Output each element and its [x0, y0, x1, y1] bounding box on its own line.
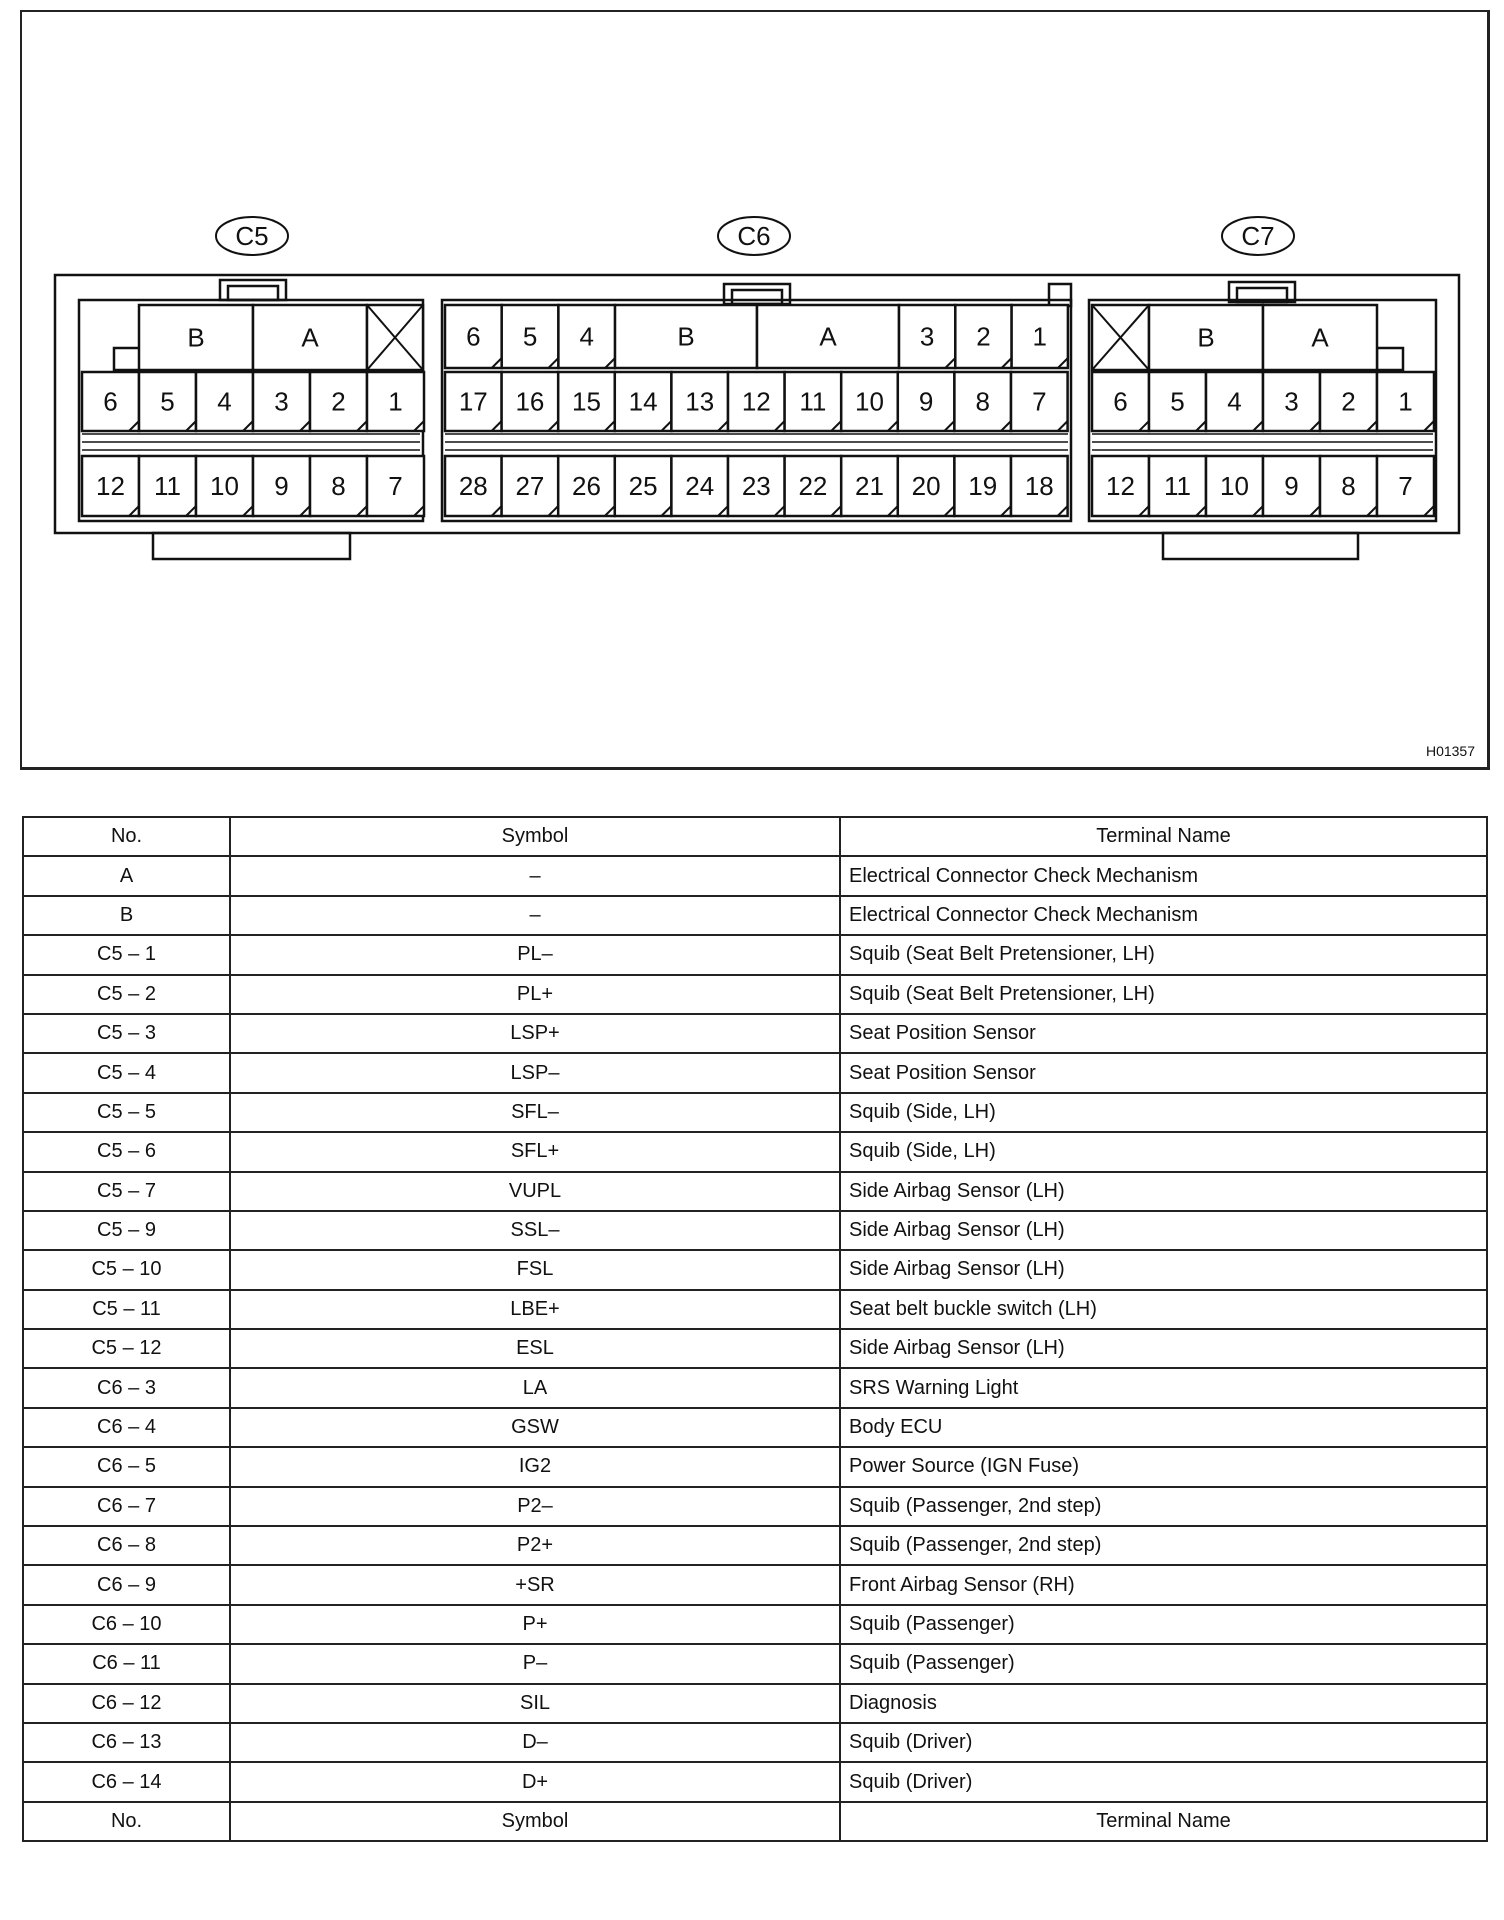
- cell-name: Seat Position Sensor: [840, 1053, 1487, 1092]
- cell-name: Diagnosis: [840, 1684, 1487, 1723]
- table-row: [23, 1684, 1487, 1723]
- cell-symbol: –: [230, 896, 840, 935]
- c7-pin-6-label: 6: [1113, 386, 1128, 417]
- table-row: [23, 975, 1487, 1014]
- cell-no: C6 – 13: [23, 1723, 230, 1762]
- table-row: [23, 1447, 1487, 1486]
- c7-check-b-label: B: [1197, 322, 1215, 353]
- c5-pin-12-label: 12: [96, 471, 125, 501]
- cell-symbol: PL–: [230, 935, 840, 974]
- cell-symbol: LA: [230, 1368, 840, 1407]
- c6-pin-23-label: 23: [741, 471, 771, 501]
- c6-upper-pin-3-label: 3: [919, 321, 935, 352]
- table-row: [23, 1132, 1487, 1171]
- c6-upper-pin-4-label: 4: [579, 321, 594, 352]
- cell-name: Squib (Side, LH): [840, 1093, 1487, 1132]
- cell-no: B: [23, 896, 230, 935]
- connector-diagram: [20, 10, 1490, 770]
- cell-name: Seat belt buckle switch (LH): [840, 1290, 1487, 1329]
- c5-pin-3-label: 3: [274, 386, 289, 417]
- c6-pin-21-label: 21: [855, 471, 884, 501]
- header-symbol: Symbol: [230, 817, 840, 856]
- c7-pin-9-label: 9: [1284, 471, 1299, 501]
- diagram-id: H01357: [1425, 743, 1475, 759]
- c7-pin-12-label: 12: [1106, 471, 1135, 501]
- cell-name: Power Source (IGN Fuse): [840, 1447, 1487, 1486]
- cell-name: Squib (Passenger, 2nd step): [840, 1487, 1487, 1526]
- c6-pin-12-label: 12: [741, 386, 771, 417]
- c6-pin-19-label: 19: [968, 471, 998, 501]
- table-row: [23, 856, 1487, 895]
- c6-upper-pin-5-label: 5: [522, 321, 538, 352]
- c5-pin-6-label: 6: [103, 386, 118, 417]
- table-row: [23, 1408, 1487, 1447]
- cell-name: Squib (Passenger): [840, 1605, 1487, 1644]
- cell-symbol: SFL–: [230, 1093, 840, 1132]
- c7-pin-5-label: 5: [1170, 386, 1185, 417]
- cell-no: C5 – 1: [23, 935, 230, 974]
- table-row: [23, 896, 1487, 935]
- c6-pin-20-label: 20: [911, 471, 941, 501]
- cell-symbol: D–: [230, 1723, 840, 1762]
- cell-name: Side Airbag Sensor (LH): [840, 1329, 1487, 1368]
- table-header-bottom: [23, 1802, 1487, 1841]
- cell-name: SRS Warning Light: [840, 1368, 1487, 1407]
- table-row: [23, 1565, 1487, 1604]
- cell-name: Side Airbag Sensor (LH): [840, 1172, 1487, 1211]
- cell-name: Seat Position Sensor: [840, 1014, 1487, 1053]
- cell-name: Front Airbag Sensor (RH): [840, 1565, 1487, 1604]
- cell-name: Squib (Passenger, 2nd step): [840, 1526, 1487, 1565]
- c5-pin-7-label: 7: [388, 471, 403, 501]
- table-row: [23, 1093, 1487, 1132]
- cell-no: C6 – 7: [23, 1487, 230, 1526]
- table-row: [23, 1368, 1487, 1407]
- c5-label: C5: [235, 221, 269, 251]
- cell-symbol: IG2: [230, 1447, 840, 1486]
- cell-name: Squib (Driver): [840, 1723, 1487, 1762]
- cell-no: C5 – 5: [23, 1093, 230, 1132]
- header-no: No.: [23, 817, 230, 856]
- connector-drawing: [2, 2, 1504, 772]
- c6-pin-10-label: 10: [855, 386, 884, 417]
- cell-name: Side Airbag Sensor (LH): [840, 1250, 1487, 1289]
- c7-pin-7-label: 7: [1398, 471, 1413, 501]
- cell-symbol: GSW: [230, 1408, 840, 1447]
- cell-symbol: P2+: [230, 1526, 840, 1565]
- c6-label: C6: [737, 221, 771, 251]
- cell-name: Body ECU: [840, 1408, 1487, 1447]
- c6-pin-15-label: 15: [572, 386, 601, 417]
- c6-check-a-label: A: [819, 321, 837, 352]
- c6-pin-9-label: 9: [918, 386, 934, 417]
- c6-pin-11-label: 11: [799, 386, 827, 417]
- cell-symbol: P–: [230, 1644, 840, 1683]
- cell-name: Electrical Connector Check Mechanism: [840, 856, 1487, 895]
- c7-pin-4-label: 4: [1227, 386, 1242, 417]
- cell-no: C5 – 9: [23, 1211, 230, 1250]
- c6-pin-7-label: 7: [1032, 386, 1047, 417]
- cell-no: C5 – 7: [23, 1172, 230, 1211]
- table-row: [23, 1723, 1487, 1762]
- cell-no: A: [23, 856, 230, 895]
- table-row: [23, 1290, 1487, 1329]
- c5-pin-4-label: 4: [217, 386, 232, 417]
- cell-no: C5 – 6: [23, 1132, 230, 1171]
- cell-name: Squib (Driver): [840, 1762, 1487, 1801]
- c6-pin-28-label: 28: [458, 471, 488, 501]
- c6-pin-24-label: 24: [685, 471, 715, 501]
- c5-pin-11-label: 11: [154, 471, 181, 501]
- table-row: [23, 1762, 1487, 1801]
- cell-no: C6 – 8: [23, 1526, 230, 1565]
- header-no: No.: [23, 1802, 230, 1841]
- cell-symbol: –: [230, 856, 840, 895]
- c7-pin-2-label: 2: [1341, 386, 1356, 417]
- cell-no: C5 – 11: [23, 1290, 230, 1329]
- cell-symbol: LSP+: [230, 1014, 840, 1053]
- table-header-top: [23, 817, 1487, 856]
- cell-no: C6 – 10: [23, 1605, 230, 1644]
- cell-no: C6 – 3: [23, 1368, 230, 1407]
- table-row: [23, 1014, 1487, 1053]
- cell-no: C6 – 5: [23, 1447, 230, 1486]
- c6-pin-8-label: 8: [975, 386, 990, 417]
- cell-no: C6 – 12: [23, 1684, 230, 1723]
- table-row: [23, 1053, 1487, 1092]
- c6-pin-22-label: 22: [798, 471, 828, 501]
- c7-pin-11-label: 11: [1164, 471, 1191, 501]
- c5-pin-9-label: 9: [274, 471, 289, 501]
- cell-symbol: P+: [230, 1605, 840, 1644]
- cell-no: C6 – 4: [23, 1408, 230, 1447]
- c7-label: C7: [1241, 221, 1275, 251]
- cell-symbol: P2–: [230, 1487, 840, 1526]
- table-row: [23, 1487, 1487, 1526]
- c6-pin-27-label: 27: [515, 471, 545, 501]
- cell-symbol: LBE+: [230, 1290, 840, 1329]
- header-name: Terminal Name: [840, 1802, 1487, 1841]
- header-name: Terminal Name: [840, 817, 1487, 856]
- table-row: [23, 1329, 1487, 1368]
- c5-pin-10-label: 10: [210, 471, 239, 501]
- cell-no: C6 – 11: [23, 1644, 230, 1683]
- terminal-table: [22, 816, 1488, 1842]
- cell-symbol: VUPL: [230, 1172, 840, 1211]
- c7-pin-8-label: 8: [1341, 471, 1356, 501]
- c7-pin-3-label: 3: [1284, 386, 1299, 417]
- c7-pin-10-label: 10: [1220, 471, 1249, 501]
- c7-pin-1-label: 1: [1398, 386, 1413, 417]
- table-row: [23, 1211, 1487, 1250]
- c6-upper-pin-6-label: 6: [466, 321, 481, 352]
- c6-pin-18-label: 18: [1024, 471, 1054, 501]
- table-row: [23, 1605, 1487, 1644]
- table-row: [23, 1250, 1487, 1289]
- cell-no: C5 – 3: [23, 1014, 230, 1053]
- cell-name: Squib (Passenger): [840, 1644, 1487, 1683]
- cell-symbol: +SR: [230, 1565, 840, 1604]
- cell-no: C5 – 10: [23, 1250, 230, 1289]
- cell-symbol: PL+: [230, 975, 840, 1014]
- c5-pin-2-label: 2: [331, 386, 346, 417]
- cell-no: C5 – 4: [23, 1053, 230, 1092]
- cell-symbol: ESL: [230, 1329, 840, 1368]
- c6-check-b-label: B: [677, 321, 695, 352]
- cell-name: Side Airbag Sensor (LH): [840, 1211, 1487, 1250]
- cell-name: Squib (Seat Belt Pretensioner, LH): [840, 935, 1487, 974]
- cell-symbol: SSL–: [230, 1211, 840, 1250]
- c6-pin-13-label: 13: [685, 386, 715, 417]
- cell-no: C5 – 12: [23, 1329, 230, 1368]
- cell-symbol: LSP–: [230, 1053, 840, 1092]
- cell-symbol: SIL: [230, 1684, 840, 1723]
- c6-upper-pin-2-label: 2: [976, 321, 991, 352]
- c6-pin-16-label: 16: [515, 386, 545, 417]
- c5-pin-5-label: 5: [160, 386, 175, 417]
- cell-name: Squib (Side, LH): [840, 1132, 1487, 1171]
- table-row: [23, 1172, 1487, 1211]
- cell-symbol: D+: [230, 1762, 840, 1801]
- c6-upper-pin-1-label: 1: [1032, 321, 1047, 352]
- cell-name: Electrical Connector Check Mechanism: [840, 896, 1487, 935]
- c5-pin-8-label: 8: [331, 471, 346, 501]
- cell-no: C6 – 9: [23, 1565, 230, 1604]
- table-row: [23, 1526, 1487, 1565]
- cell-name: Squib (Seat Belt Pretensioner, LH): [840, 975, 1487, 1014]
- cell-symbol: FSL: [230, 1250, 840, 1289]
- cell-no: C6 – 14: [23, 1762, 230, 1801]
- c6-pin-26-label: 26: [572, 471, 601, 501]
- c6-pin-25-label: 25: [628, 471, 658, 501]
- cell-symbol: SFL+: [230, 1132, 840, 1171]
- table-row: [23, 935, 1487, 974]
- c5-check-a-label: A: [301, 322, 319, 353]
- table-row: [23, 1644, 1487, 1683]
- c7-check-a-label: A: [1311, 322, 1329, 353]
- header-symbol: Symbol: [230, 1802, 840, 1841]
- c6-pin-14-label: 14: [628, 386, 658, 417]
- c5-pin-1-label: 1: [388, 386, 403, 417]
- c6-pin-17-label: 17: [458, 386, 488, 417]
- c5-check-b-label: B: [187, 322, 205, 353]
- cell-no: C5 – 2: [23, 975, 230, 1014]
